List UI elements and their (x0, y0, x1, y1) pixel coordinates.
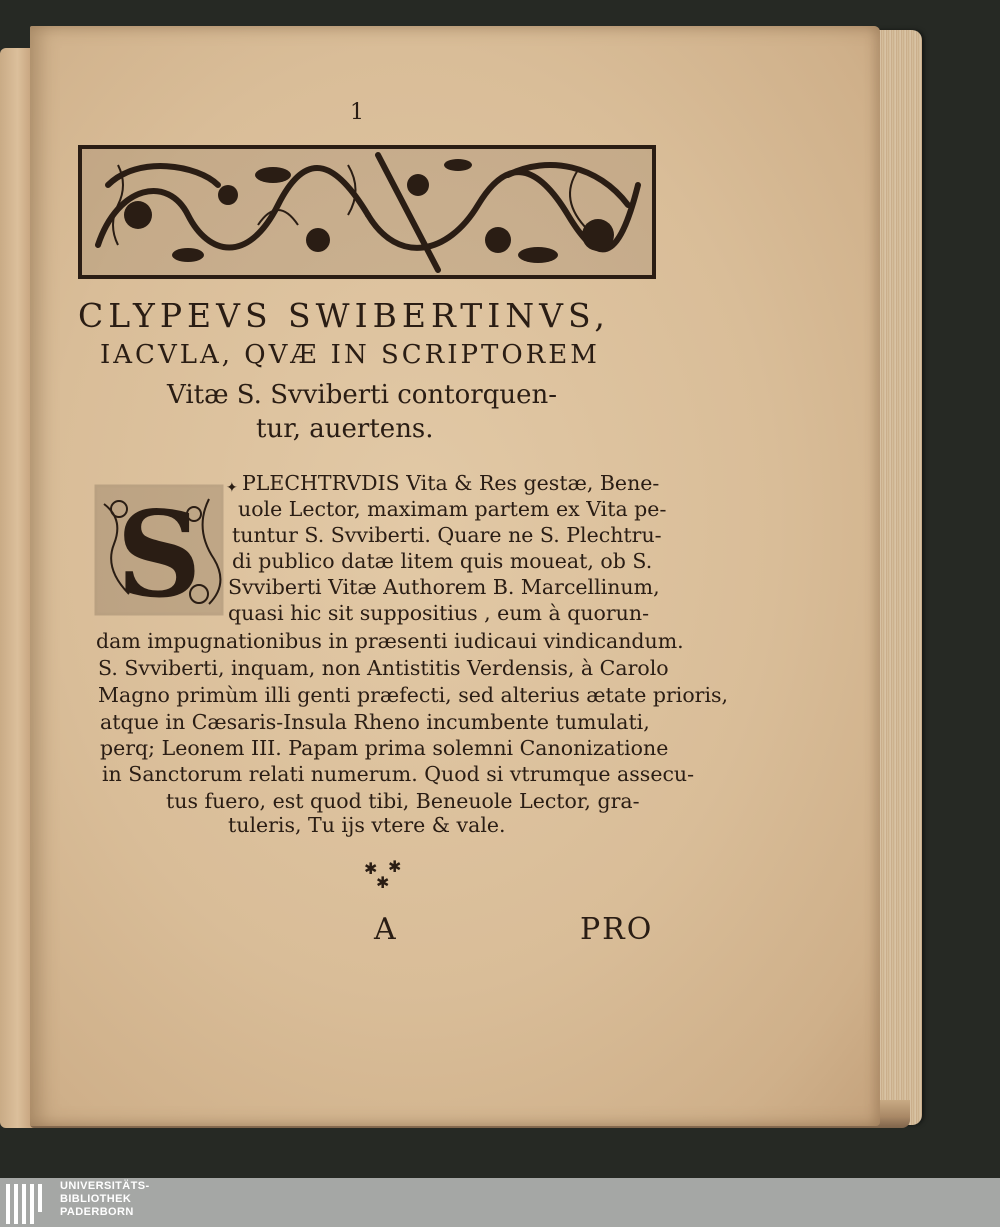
signature-mark: A (374, 912, 398, 947)
library-name-line-3: PADERBORN (60, 1206, 134, 1218)
catchword: PRO (580, 912, 654, 947)
library-name-line-1: UNIVERSITÄTS- (60, 1180, 150, 1192)
body-line-10: atque in Cæsaris-Insula Rheno incumbente tumulati, (100, 710, 650, 734)
library-name-line-2: BIBLIOTHEK (60, 1193, 132, 1205)
body-line-1: PLECHTRVDIS Vita & Res gestæ, Bene- (242, 471, 660, 495)
page-number: 1 (350, 100, 364, 125)
title-line-3: Vitæ S. Svviberti contorquen- (167, 380, 557, 410)
asterism-ornament (362, 860, 408, 890)
body-line-12: in Sanctorum relati numerum. Quod si vtrumque assecu- (102, 762, 695, 786)
body-line-2: uole Lector, maximam partem ex Vita pe- (238, 497, 667, 521)
asterisk-mark: ✦ (226, 480, 238, 496)
body-line-9: Magno primùm illi genti præfecti, sed alterius ætate prioris, (98, 683, 729, 707)
title-line-2: IACVLA, QVÆ IN SCRIPTOREM (100, 340, 600, 370)
body-line-11: perq; Leonem III. Papam prima solemni Canonizatione (100, 736, 669, 760)
body-line-7: dam impugnationibus in præsenti iudicaui vindicandum. (96, 629, 684, 653)
decorated-initial (94, 484, 224, 616)
body-line-6: quasi hic sit suppositius , eum à quorun- (228, 601, 650, 625)
body-line-13: tus fuero, est quod tibi, Beneuole Lector, gra- (166, 789, 640, 813)
ornamental-headpiece (78, 145, 656, 279)
body-line-14: tuleris, Tu ijs vtere & vale. (228, 813, 506, 837)
svg-text:✱: ✱ (376, 873, 390, 890)
library-logo-icon (2, 1178, 48, 1227)
title-line-1: CLYPEVS SWIBERTINVS, (78, 296, 610, 335)
body-line-5: Svviberti Vitæ Authorem B. Marcellinum, (228, 575, 660, 599)
svg-text:✱: ✱ (388, 860, 402, 876)
title-line-4: tur, auertens. (256, 414, 434, 444)
body-line-4: di publico datæ litem quis moueat, ob S. (232, 549, 653, 573)
svg-text:S: S (116, 485, 202, 616)
body-line-3: tuntur S. Svviberti. Quare ne S. Plechtru- (232, 523, 662, 547)
footer-bar (0, 1178, 1000, 1227)
body-line-8: S. Svviberti, inquam, non Antistitis Verdensis, à Carolo (98, 656, 669, 680)
svg-text:✱: ✱ (364, 860, 378, 878)
